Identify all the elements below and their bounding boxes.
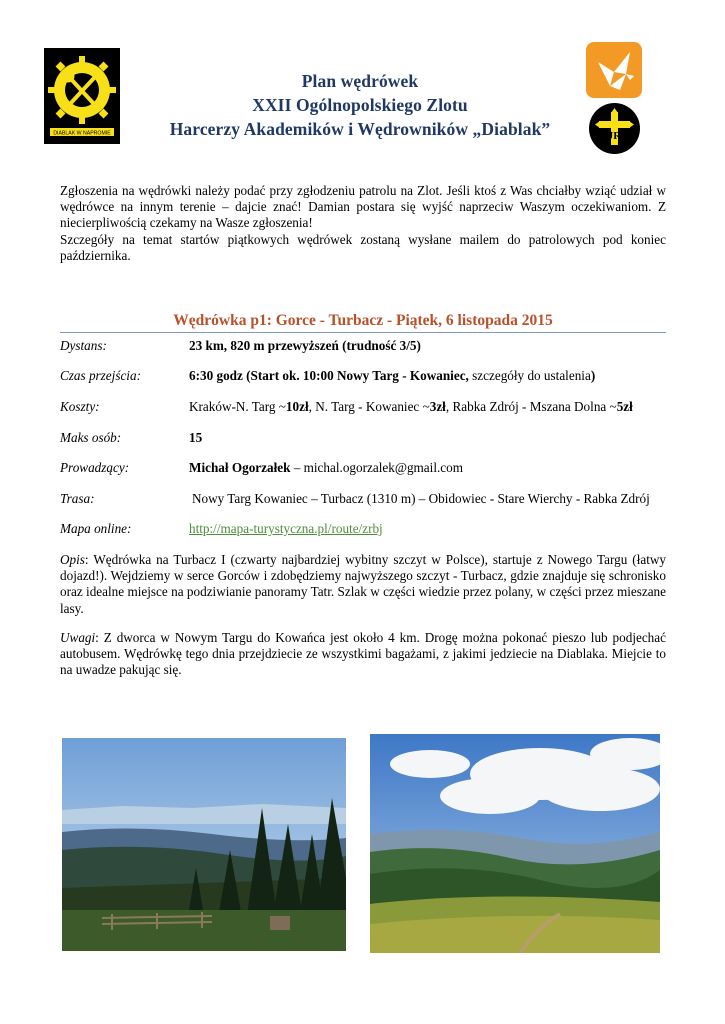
page-title-line-2: XXII Ogólnopolskiego Zlotu xyxy=(252,95,468,115)
intro-paragraph-1: Zgłoszenia na wędrówki należy podać przy zgłodzeniu patrolu na Zlot. Jeśli ktoś z Was chciałby wziąć udział w wędrówce na innym terenie – dajcie znać! Damian postara się wyjść naprzeciw Waszym oczekiwaniom. Z niecierpliwością czekamy na Wasze zgłoszenia! xyxy=(60,183,666,231)
left-logo-text: DIABLAK W NAPROMIE xyxy=(53,130,111,137)
opis-label: Opis xyxy=(60,552,85,567)
opis-text: : Wędrówka na Turbacz I (czwarty najbardziej wybitny szczyt w Polsce), startuje z Nowego Targu (łatwy dojazd!). Wejdziemy w serce Gorców i zdobędziemy najwyższego szczyt - Turbacz, gdzie znajduje się schronisko oraz idealne miejsce na podziwianie panoramy Tatr. Szlak w części wiedzie przez polany, w części przez mieszane lasy. xyxy=(60,552,666,616)
value-czas: 6:30 godz (Start ok. 10:00 Nowy Targ - Kowaniec, szczegóły do ustalenia) xyxy=(189,368,596,383)
label-czas: Czas przejścia: xyxy=(60,368,141,383)
uwagi-label: Uwagi xyxy=(60,630,96,645)
intro-paragraph-2: Szczegóły na temat startów piątkowych wędrówek zostaną wysłane mailem do patrolowych pod koniec października. xyxy=(60,231,666,263)
photo-gorce-forest xyxy=(62,738,346,951)
label-prowadzacy: Prowadzący: xyxy=(60,460,130,475)
map-link[interactable]: http://mapa-turystyczna.pl/route/zrbj xyxy=(189,521,383,536)
value-trasa: Nowy Targ Kowaniec – Turbacz (1310 m) – Obidowiec - Stare Wierchy - Rabka Zdrój xyxy=(192,491,650,506)
photo-gorce-meadow xyxy=(370,734,660,953)
page-title-line-3: Harcerzy Akademików i Wędrowników „Diablak” xyxy=(169,119,551,139)
label-mapa-online: Mapa online: xyxy=(60,521,132,536)
value-maks-osob: 15 xyxy=(189,430,203,445)
uwagi-paragraph xyxy=(60,630,666,679)
value-prowadzacy: Michał Ogorzałek – michal.ogorzalek@gmail.com xyxy=(189,460,463,475)
page-title-line-1: Plan wędrówek xyxy=(301,71,419,91)
label-maks-osob: Maks osób: xyxy=(60,430,122,445)
label-dystans: Dystans: xyxy=(60,338,107,353)
section-divider xyxy=(60,332,666,333)
value-dystans: 23 km, 820 m przewyższeń (trudność 3/5) xyxy=(189,338,421,353)
svg-text:JR: JR xyxy=(607,130,622,142)
label-trasa: Trasa: xyxy=(60,491,95,506)
uwagi-text: : Z dworca w Nowym Targu do Kowańca jest około 4 km. Drogę można pokonać pieszo lub podjechać autobusem. Wędrówkę tego dnia przejdziecie ze wszystkimi bagażami, z jakimi jedziecie na Diablaka. Miejcie to na uwadze pakując się. xyxy=(60,630,666,678)
label-koszty: Koszty: xyxy=(60,399,100,414)
section-heading: Wędrówka p1: Gorce - Turbacz - Piątek, 6 listopada 2015 xyxy=(173,312,553,329)
opis-paragraph xyxy=(60,552,666,617)
intro-text xyxy=(60,183,666,264)
value-koszty: Kraków-N. Targ ~10zł, N. Targ - Kowaniec ~3zł, Rabka Zdrój - Mszana Dolna ~5zł xyxy=(189,399,633,414)
diablak-logo xyxy=(44,48,120,144)
